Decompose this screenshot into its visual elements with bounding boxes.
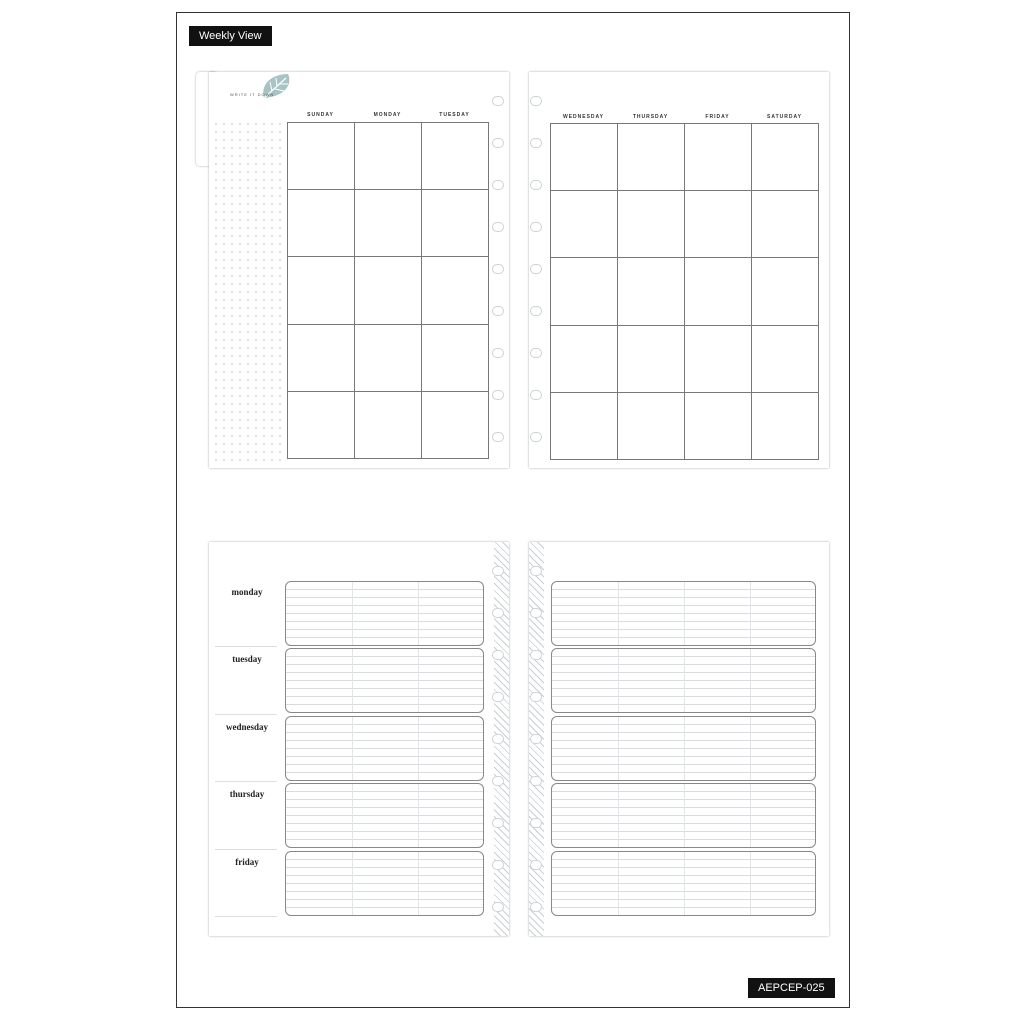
binder-ring — [530, 138, 542, 148]
left-calendar-grid — [287, 122, 489, 459]
binder-ring — [530, 692, 542, 702]
right-calendar-grid — [550, 123, 819, 460]
lined-box — [285, 581, 484, 646]
binder-ring — [492, 902, 504, 912]
binder-ring — [530, 348, 542, 358]
lined-box — [551, 716, 816, 781]
logo-text: WRITE IT DOWN — [230, 92, 275, 97]
day-divider — [215, 916, 277, 917]
day-label-friday: friday — [235, 857, 259, 867]
binder-ring — [530, 222, 542, 232]
binder-ring — [492, 608, 504, 618]
binder-ring — [492, 96, 504, 106]
day-header: SATURDAY — [767, 114, 802, 120]
right-day-headers — [550, 114, 818, 120]
binder-ring — [492, 180, 504, 190]
binder-ring — [530, 818, 542, 828]
day-header: FRIDAY — [705, 114, 730, 120]
binder-ring — [530, 306, 542, 316]
binder-ring — [530, 566, 542, 576]
lined-box — [285, 716, 484, 781]
day-label-tuesday: tuesday — [232, 654, 262, 664]
binder-ring — [530, 432, 542, 442]
day-divider — [215, 849, 277, 850]
leaf-logo — [258, 72, 298, 102]
binder-ring — [492, 650, 504, 660]
day-label-wednesday: wednesday — [225, 722, 268, 732]
day-label-monday: monday — [231, 587, 263, 597]
binder-ring — [492, 566, 504, 576]
binder-ring — [492, 222, 504, 232]
binder-ring — [530, 902, 542, 912]
binder-ring — [492, 432, 504, 442]
binder-ring — [492, 390, 504, 400]
lined-box — [285, 648, 484, 713]
binder-ring — [530, 860, 542, 870]
day-divider — [215, 781, 277, 782]
binder-ring — [492, 692, 504, 702]
binder-ring — [530, 608, 542, 618]
view-title: Weekly View — [189, 26, 272, 46]
binder-ring — [492, 818, 504, 828]
binder-ring — [530, 734, 542, 744]
binder-ring — [492, 348, 504, 358]
binder-ring — [492, 860, 504, 870]
binder-ring — [530, 264, 542, 274]
day-label-thursday: thursday — [229, 789, 265, 799]
lined-box — [285, 851, 484, 916]
binder-ring — [492, 138, 504, 148]
day-divider — [215, 714, 277, 715]
day-header: TUESDAY — [439, 112, 470, 118]
binder-ring — [492, 264, 504, 274]
lined-box — [551, 783, 816, 848]
day-header: THURSDAY — [632, 114, 669, 120]
lined-box — [551, 648, 816, 713]
lined-box — [551, 581, 816, 646]
binder-ring — [492, 734, 504, 744]
lined-box — [285, 783, 484, 848]
lined-box — [551, 851, 816, 916]
binder-ring — [492, 776, 504, 786]
binder-ring — [492, 306, 504, 316]
day-divider — [215, 646, 277, 647]
day-header: MONDAY — [373, 112, 402, 118]
dot-grid — [212, 120, 282, 464]
binder-ring — [530, 96, 542, 106]
binder-ring — [530, 390, 542, 400]
day-header: SUNDAY — [307, 112, 334, 118]
binder-ring — [530, 776, 542, 786]
product-code: AEPCEP-025 — [748, 978, 835, 998]
day-header: WEDNESDAY — [562, 114, 605, 120]
binder-ring — [530, 180, 542, 190]
left-day-headers — [287, 112, 488, 118]
binder-ring — [530, 650, 542, 660]
